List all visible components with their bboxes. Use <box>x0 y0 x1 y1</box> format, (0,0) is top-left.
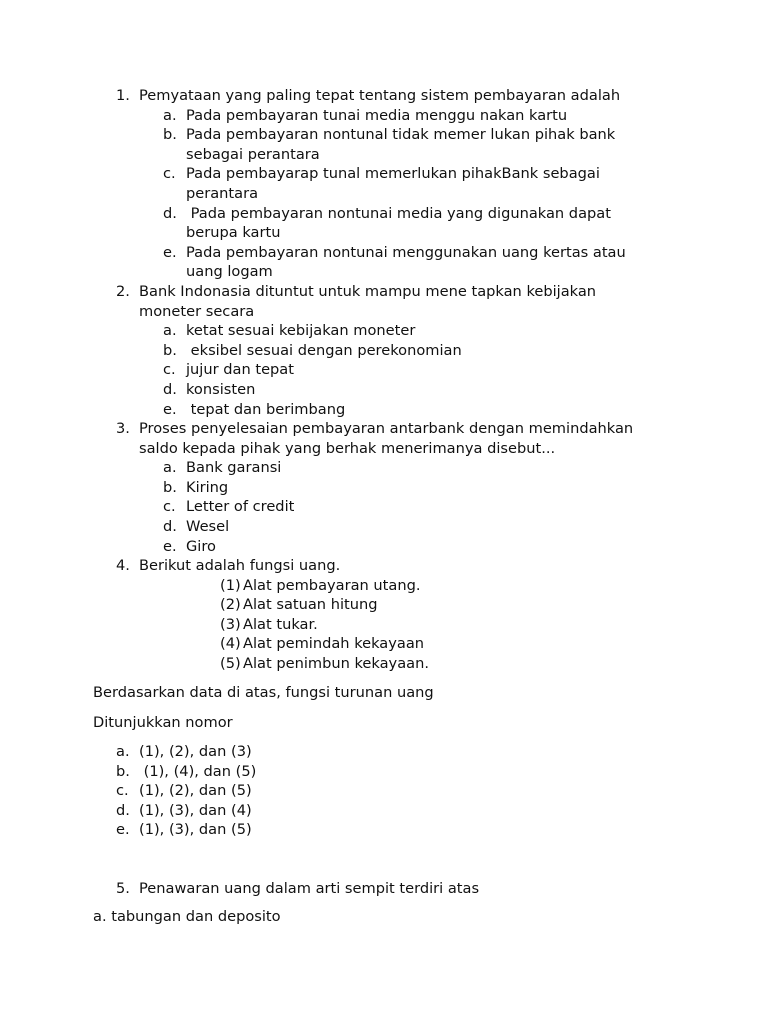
option-letter: e. <box>163 400 177 418</box>
option-letter: c. <box>116 782 129 800</box>
option-text: Pada pembayarap tunal memerlukan pihakBank sebagai <box>186 165 600 183</box>
option-letter: c. <box>163 498 176 516</box>
option-letter: d. <box>163 518 177 535</box>
question-text: saldo kepada pihak yang berhak menerimanya disebut... <box>139 439 556 457</box>
option-letter: c. <box>163 165 176 183</box>
option-text: perantara <box>186 185 259 202</box>
question-text: Penawaran uang dalam arti sempit terdiri atas <box>139 880 480 897</box>
option-text: berupa kartu <box>186 224 281 242</box>
option-letter: a. <box>163 322 177 340</box>
option-text: Giro <box>186 537 216 555</box>
option-letter: d. <box>116 801 130 819</box>
question-number: 1. <box>116 87 130 104</box>
statement-text: Alat tukar. <box>243 615 318 633</box>
question-number: 2. <box>116 283 130 300</box>
statement-text: Alat penimbun kekayaan. <box>243 655 429 672</box>
option-letter: b. <box>163 341 177 359</box>
option-letter: d. <box>163 204 177 222</box>
statement-label: (2) <box>220 596 241 614</box>
option-letter: c. <box>163 361 176 379</box>
question-number: 4. <box>116 557 130 574</box>
option-letter: b. <box>116 762 130 780</box>
option-text: Pada pembayaran nontunai menggunakan uang kertas atau <box>186 243 626 261</box>
option-text: Kiring <box>186 478 229 496</box>
option-letter: a. <box>116 743 130 760</box>
option-letter: e. <box>163 537 177 555</box>
option-letter: b. <box>163 478 177 496</box>
option-text: (1), (2), dan (5) <box>139 782 252 800</box>
statement-text: Alat pembayaran utang. <box>243 576 421 594</box>
option-text: ketat sesuai kebijakan moneter <box>186 322 416 340</box>
option-letter: b. <box>163 126 177 144</box>
option-text: sebagai perantara <box>186 145 320 163</box>
option-text: jujur dan tepat <box>186 361 294 379</box>
statement-text: Alat pemindah kekayaan <box>243 635 425 653</box>
option-text: Pada pembayaran nontunal tidak memer lukan pihak bank <box>186 126 616 144</box>
option-letter: e. <box>116 821 130 839</box>
option-text: Pada pembayaran tunai media menggu nakan kartu <box>186 106 568 124</box>
option-text: Wesel <box>186 518 230 535</box>
question-text: Pemyataan yang paling tepat tentang sistem pembayaran adalah <box>139 87 621 104</box>
option-text: konsisten <box>186 381 256 398</box>
statement-label: (4) <box>220 635 241 653</box>
option-text: (1), (3), dan (5) <box>139 821 252 839</box>
option-text: (1), (2), dan (3) <box>139 743 252 760</box>
question-text: Berikut adalah fungsi uang. <box>139 557 341 574</box>
option-text: (1), (3), dan (4) <box>139 801 252 819</box>
question-number: 5. <box>116 880 130 897</box>
question-number: 3. <box>116 420 130 437</box>
option-text: Pada pembayaran nontunai media yang digunakan dapat <box>186 204 611 222</box>
statement-text: Alat satuan hitung <box>243 596 378 614</box>
question-text: Proses penyelesaian pembayaran antarbank dengan memindahkan <box>139 420 634 437</box>
option-text: a. tabungan dan deposito <box>93 908 281 925</box>
question-text: moneter secara <box>139 302 255 320</box>
statement-label: (1) <box>220 576 241 594</box>
option-text: Bank garansi <box>186 459 282 477</box>
option-text: uang logam <box>186 263 273 281</box>
statement-label: (5) <box>220 655 241 672</box>
option-letter: e. <box>163 243 177 261</box>
option-letter: a. <box>163 106 177 124</box>
option-letter: a. <box>163 459 177 477</box>
option-text: (1), (4), dan (5) <box>139 762 257 780</box>
question-text: Bank Indonasia dituntut untuk mampu mene tapkan kebijakan <box>139 283 597 300</box>
option-letter: d. <box>163 381 177 398</box>
option-text: tepat dan berimbang <box>186 400 346 418</box>
paragraph-text: Ditunjukkan nomor <box>93 713 233 731</box>
statement-label: (3) <box>220 615 241 633</box>
option-text: eksibel sesuai dengan perekonomian <box>186 341 462 359</box>
option-text: Letter of credit <box>186 498 295 516</box>
paragraph-text: Berdasarkan data di atas, fungsi turunan uang <box>93 684 434 701</box>
